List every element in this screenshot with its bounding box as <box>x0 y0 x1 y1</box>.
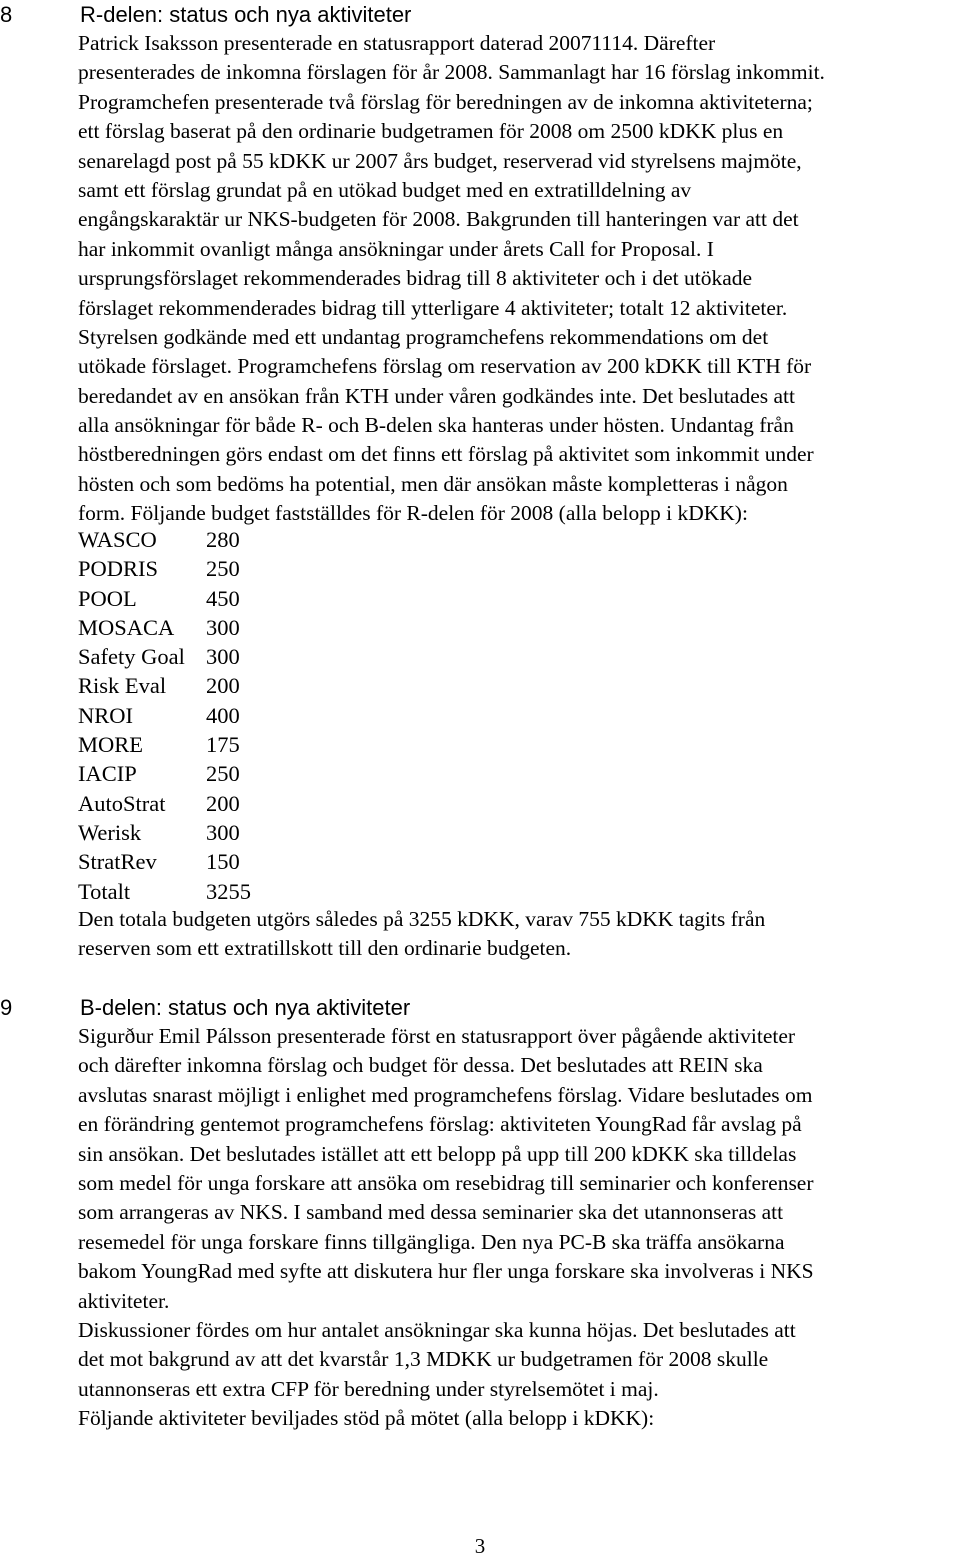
activity-amount: 200 <box>206 790 240 816</box>
paragraph-line: ursprungsförslaget rekommenderades bidrag till 8 aktiviteter och i det utökade <box>78 266 753 291</box>
activity-amount: 280 <box>206 527 240 552</box>
paragraph-line: Patrick Isaksson presenterade en statusrapport daterad 20071114. Därefter <box>78 31 716 55</box>
paragraph-line: avslutas snarast möjligt i enlighet med programchefens förslag. Vidare beslutades om <box>78 1082 813 1107</box>
activity-amount: 400 <box>206 702 240 728</box>
activity-amount: 250 <box>206 556 240 582</box>
paragraph-line: Den totala budgeten utgörs således på 3255 kDKK, varav 755 kDKK tagits från <box>78 907 766 931</box>
paragraph-line: som medel för unga forskare att ansöka om resebidrag till seminarier och konferenser <box>78 1170 814 1195</box>
activity-name: Risk Eval <box>78 673 167 699</box>
total-label: Totalt <box>78 878 131 904</box>
paragraph-line: resemedel för unga forskare finns tillgängliga. Den nya PC-B ska träffa ansökarna <box>78 1229 785 1254</box>
paragraph-line: engångskaraktär ur NKS-budgeten för 2008. Bakgrunden till hanteringen var att det <box>78 207 799 232</box>
paragraph-line: har inkommit ovanligt många ansökningar under årets Call for Proposal. I <box>78 236 714 261</box>
activity-amount: 150 <box>206 849 240 875</box>
paragraph-line: reserven som ett extratillskott till den ordinarie budgeten. <box>78 936 572 961</box>
paragraph-line: Diskussioner fördes om hur antalet ansökningar ska kunna höjas. Det beslutades att <box>78 1317 796 1342</box>
activity-amount: 300 <box>206 614 240 640</box>
activity-name: Safety Goal <box>78 644 185 670</box>
activity-amount: 450 <box>206 585 240 611</box>
paragraph-line: Följande aktiviteter beviljades stöd på mötet (alla belopp i kDKK): <box>78 1406 655 1431</box>
paragraph-line: beredandet av en ansökan från KTH under våren godkändes inte. Det beslutades att <box>78 383 795 408</box>
paragraph-line: det mot bakgrund av att det kvarstår 1,3 MDKK ur budgetramen för 2008 skulle <box>78 1347 769 1372</box>
paragraph-line: senarelagd post på 55 kDKK ur 2007 års budget, reserverad vid styrelsens majmöte, <box>78 148 802 173</box>
paragraph-line: Styrelsen godkände med ett undantag programchefens rekommendations om det <box>78 324 769 349</box>
activity-amount: 175 <box>206 732 240 758</box>
section-title: R-delen: status och nya aktiviteter <box>80 2 412 27</box>
section-8-body <box>78 29 825 529</box>
paragraph-line: sin ansökan. Det beslutades istället att ett belopp på upp till 200 kDKK ska tilldelas <box>78 1141 797 1166</box>
activity-name: WASCO <box>78 527 157 552</box>
section-number: 9 <box>0 995 13 1020</box>
section-8-closing <box>78 905 765 964</box>
activity-name: Werisk <box>78 819 142 845</box>
paragraph-line: utökade förslaget. Programchefens förslag om reservation av 200 kDKK till KTH för <box>78 354 812 379</box>
paragraph-line: presenterades de inkomna förslagen för år 2008. Sammanlagt har 16 förslag inkommit. <box>78 60 825 85</box>
activity-name: PODRIS <box>78 556 159 582</box>
activity-name: MOSACA <box>78 614 175 640</box>
paragraph-line: hösten och som bedöms ha potential, men där ansökan måste kompletteras i någon <box>78 471 788 496</box>
paragraph-line: utannonseras ett extra CFP för beredning under styrelsemötet i maj. <box>78 1376 659 1401</box>
section-9-body <box>78 1022 814 1433</box>
paragraph-line: samt ett förslag grundat på en utökad budget med en extratilldelning av <box>78 177 692 202</box>
activity-amount: 200 <box>206 673 240 699</box>
paragraph-line: Sigurður Emil Pálsson presenterade först en statusrapport över pågående aktiviteter <box>78 1024 796 1048</box>
paragraph-line: en förändring gentemot programchefens förslag: aktiviteten YoungRad får avslag på <box>78 1112 802 1137</box>
paragraph-line: höstberedningen görs endast om det finns ett förslag på aktivitet som inkommit under <box>78 442 814 467</box>
activity-name: POOL <box>78 585 137 611</box>
paragraph-line: som arrangeras av NKS. I samband med dessa seminarier ska det utannonseras att <box>78 1200 784 1225</box>
paragraph-line: alla ansökningar för både R- och B-delen ska hanteras under hösten. Undantag från <box>78 413 794 438</box>
activity-name: AutoStrat <box>78 790 166 816</box>
activity-amount: 250 <box>206 761 240 787</box>
activity-name: IACIP <box>78 761 137 787</box>
paragraph-line: och därefter inkomna förslag och budget för dessa. Det beslutades att REIN ska <box>78 1053 763 1078</box>
paragraph-line: förslaget rekommenderades bidrag till ytterligare 4 aktiviteter; totalt 12 aktiviteter. <box>78 295 788 320</box>
activity-name: MORE <box>78 732 144 758</box>
total-amount: 3255 <box>206 878 251 904</box>
activity-amount: 300 <box>206 644 240 670</box>
paragraph-line: bakom YoungRad med syfte att diskutera hur fler unga forskare ska involveras i NKS <box>78 1259 814 1284</box>
section-number: 8 <box>0 2 13 27</box>
activity-name: StratRev <box>78 849 157 875</box>
activity-amount: 300 <box>206 819 240 845</box>
paragraph-line: form. Följande budget fastställdes för R-delen för 2008 (alla belopp i kDKK): <box>78 501 748 526</box>
paragraph-line: Programchefen presenterade två förslag för beredningen av de inkomna aktiviteterna; <box>78 89 813 114</box>
activity-name: NROI <box>78 702 133 728</box>
paragraph-line: ett förslag baserat på den ordinarie budgetramen för 2008 om 2500 kDKK plus en <box>78 119 784 144</box>
page-number: 3 <box>474 1534 486 1558</box>
section-title: B-delen: status och nya aktiviteter <box>80 995 411 1020</box>
paragraph-line: aktiviteter. <box>78 1288 170 1313</box>
